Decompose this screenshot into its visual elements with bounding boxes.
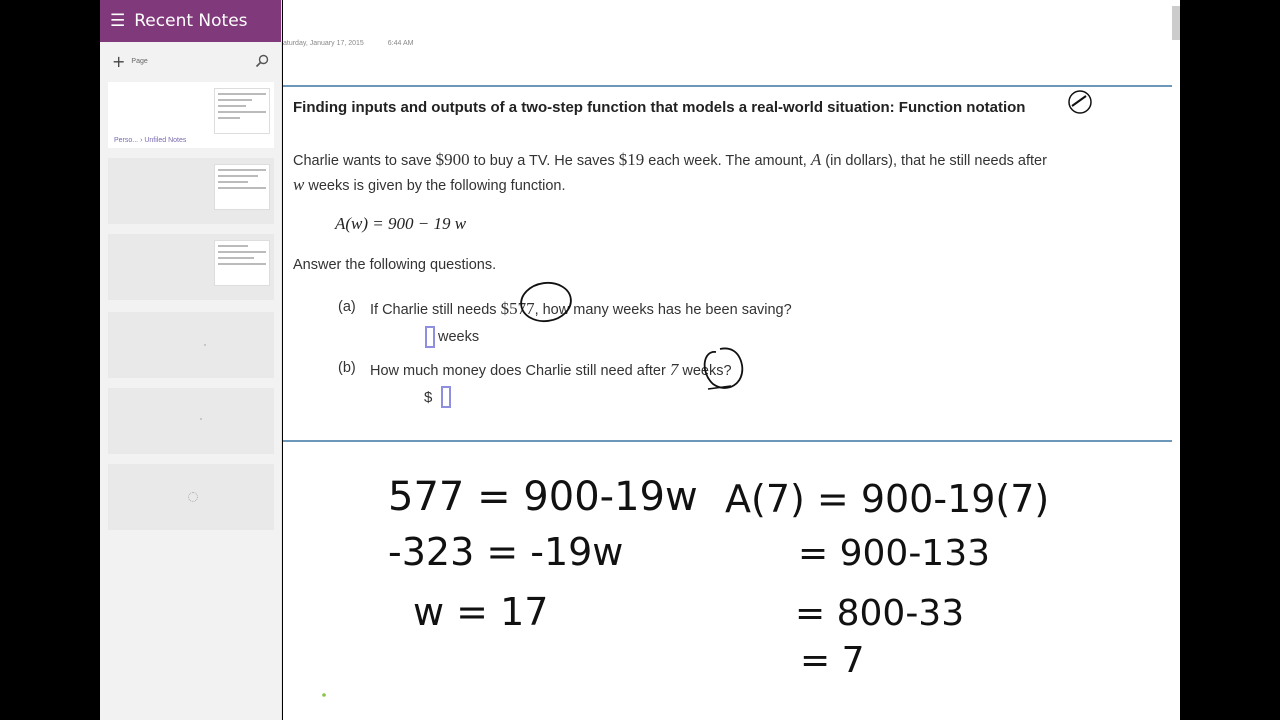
vertical-scrollbar[interactable] bbox=[1172, 0, 1180, 720]
function-formula: A(w) = 900 − 19 w bbox=[335, 214, 467, 233]
handwriting-right-line-3: = 800-33 bbox=[795, 593, 965, 634]
pen-cursor-icon bbox=[1069, 91, 1091, 113]
question-a-value: $577 bbox=[500, 299, 535, 318]
question-b-letter: (b) bbox=[338, 360, 356, 376]
note-date: aturday, January 17, 2015 bbox=[283, 40, 364, 47]
scrollbar-thumb[interactable] bbox=[1172, 6, 1180, 40]
page-thumbnail[interactable] bbox=[108, 464, 274, 530]
problem-paragraph-1: Charlie wants to save $900 to buy a TV. He saves $19 each week. The amount, A (in dollars), that he still needs after bbox=[293, 150, 1047, 169]
pen-cursor-stroke bbox=[1072, 96, 1086, 106]
sidebar-header bbox=[100, 0, 281, 42]
amount-900: $900 bbox=[435, 150, 470, 169]
answer-b-prefix: $ bbox=[424, 389, 433, 406]
amount-19: $19 bbox=[618, 150, 645, 169]
problem-title: Finding inputs and outputs of a two-step function that models a real-world situation: Function notation bbox=[293, 99, 1026, 116]
page-thumbnail[interactable] bbox=[108, 388, 274, 454]
page-thumbnail[interactable] bbox=[108, 234, 274, 300]
page-thumbnail[interactable] bbox=[108, 158, 274, 224]
hamburger-menu-icon[interactable]: ☰ bbox=[110, 11, 126, 31]
handwriting-right-line-1: A(7) = 900-19(7) bbox=[725, 477, 1050, 521]
handwriting-left-line-2: -323 = -19w bbox=[388, 530, 624, 574]
handwriting-right-line-2: = 900-133 bbox=[798, 533, 991, 574]
letterbox-right bbox=[1180, 0, 1280, 720]
loading-spinner-icon bbox=[188, 492, 198, 502]
thumbnail-preview bbox=[214, 240, 270, 286]
ink-circle-7 bbox=[705, 348, 743, 387]
ink-dot bbox=[322, 693, 326, 697]
handwriting-left-line-3: w = 17 bbox=[413, 590, 549, 634]
question-a-text: If Charlie still needs $577, how many weeks has he been saving? bbox=[370, 299, 792, 318]
thumbnail-breadcrumb: Perso... › Unfiled Notes bbox=[114, 137, 187, 144]
letterbox-left bbox=[0, 0, 100, 720]
sidebar-toolbar bbox=[100, 42, 281, 80]
problem-paragraph-2: w weeks is given by the following function. bbox=[293, 175, 566, 194]
question-b-value: 7 bbox=[669, 360, 679, 379]
thumbnail-preview bbox=[214, 164, 270, 210]
instructions: Answer the following questions. bbox=[293, 257, 497, 273]
question-a-letter: (a) bbox=[338, 299, 356, 315]
page-thumbnail[interactable] bbox=[108, 312, 274, 378]
handwriting-left-line-1: 577 = 900-19w bbox=[388, 474, 698, 520]
sidebar-title: Recent Notes bbox=[134, 11, 248, 31]
note-canvas[interactable] bbox=[283, 0, 1180, 720]
ink-circle-577 bbox=[519, 280, 574, 325]
handwriting-right-line-4: = 7 bbox=[800, 640, 865, 681]
recent-notes-sidebar bbox=[100, 0, 282, 720]
add-page-icon[interactable]: + bbox=[112, 51, 126, 71]
page-thumbnail-current[interactable] bbox=[108, 82, 274, 148]
loading-dot bbox=[204, 344, 206, 346]
variable-a: A bbox=[810, 150, 822, 169]
thumbnail-preview bbox=[214, 88, 270, 134]
note-time: 6:44 AM bbox=[387, 40, 414, 47]
add-page-label[interactable]: Page bbox=[131, 57, 148, 65]
question-b-text: How much money does Charlie still need after 7 weeks? bbox=[370, 360, 732, 379]
loading-dot bbox=[200, 418, 202, 420]
search-icon[interactable] bbox=[255, 54, 269, 68]
variable-w: w bbox=[293, 175, 305, 194]
handwriting-layer bbox=[283, 0, 1180, 720]
answer-a-units: weeks bbox=[438, 329, 480, 345]
